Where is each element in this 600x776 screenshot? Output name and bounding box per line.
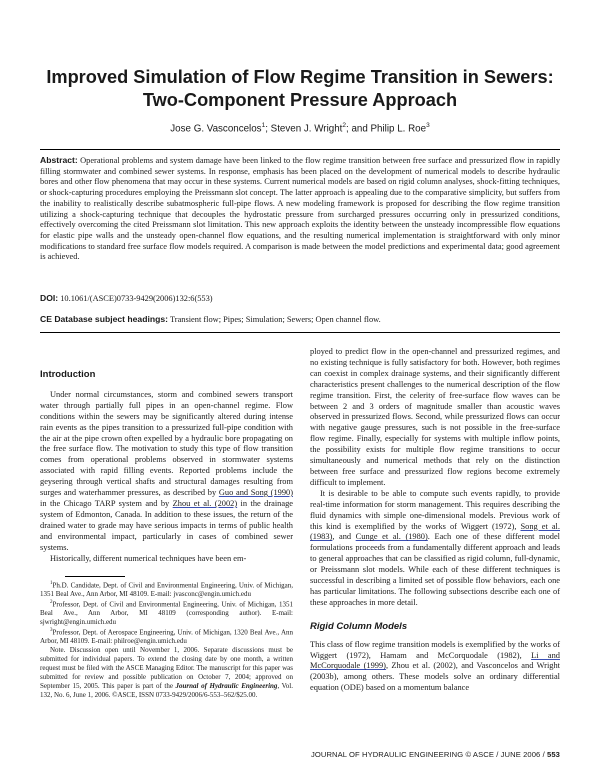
footnote-marker: 3 <box>50 628 53 634</box>
footnotes <box>40 580 293 700</box>
intro-paragraph: Historically, different numerical techniques have been em- <box>50 553 247 563</box>
author-affiliation-marker: 3 <box>426 122 430 129</box>
note-text: , Vol. 132, No. 6, June 1, 2006. ©ASCE, ISSN 0733-9429/2006/6-553–562/$25.00. <box>40 681 293 699</box>
author-affiliation-marker: 1 <box>261 122 266 129</box>
footnote-marker: 2 <box>50 600 53 606</box>
subject-headings-label: CE Database subject headings: <box>40 314 168 324</box>
paragraph-text: , Zhou et al. (2002), and Vasconcelos and Wright (2003b), among others. These models solve an ordinary differential equation (ODE) based on a momentum balance <box>310 661 560 693</box>
footnote-text: Ph.D. Candidate, Dept. of Civil and Environmental Engineering, Univ. of Michigan, 1351 Beal Ave., Ann Arbor, MI 48109. E-mail: jvasconc@engin.umich.edu <box>40 581 293 599</box>
journal-name: Journal of Hydraulic Engineering <box>175 681 278 690</box>
citation-link[interactable]: Guo and Song (1990) <box>218 488 293 498</box>
abstract-label: Abstract: <box>40 155 78 165</box>
left-column <box>40 370 293 564</box>
author-name: Philip L. Roe <box>370 123 427 135</box>
abstract <box>40 155 560 263</box>
paragraph-text: . Each one of these different model formulations proceeds from a fundamentally different approach and leads to general approaches that can be classified as rigid column, full-dynamic, or Preissmann slot models. While each of these different techniques is successful in describing a limited set of possible flow behaviors, each one has particular limitations. The following subsections describe each one of these approaches in more detail. <box>310 532 560 607</box>
paper-title: Improved Simulation of Flow Regime Transition in Sewers: Two-Component Pressure Approach <box>46 67 554 110</box>
note-text: Note. Discussion open until November 1, 2006. Separate discussions must be submitted for individual papers. To extend the closing date by one month, a written request must be filed with the ASCE Managing Editor. The manuscript for this paper was submitted for review and possible publication on October 7, 2004; approved on September 15, 2005. This paper is part of the <box>40 646 293 690</box>
doi-value[interactable]: 10.1061/(ASCE)0733-9429(2006)132:6(553) <box>60 294 213 303</box>
abstract-text: Operational problems and system damage have been linked to the flow regime transition between free surface and pressurized flow in rapidly filling stormwater and combined sewer systems. In response, emphasis has been placed on the development of numerical models to describe hydraulic bores and other flow phenomena that may occur in these systems. Current numerical models are based on rigid column analyses, shock-fitting techniques, or shock-capturing procedures employing the Preissmann slot concept. The latter approach is appealing due to the comparative simplicity, but suffers from the inability to realistically describe subatmospheric full-pipe flows. A new modeling framework is proposed for describing the flow regime transition utilizing a shock-capturing technique that decouples the hydrostatic pressure from surcharged pressures occurring only in pressurized conditions, effectively overcoming the cited Preissmann slot limitation. This new approach exploits the identity between the unsteady incompressible flow equations for elastic pipe walls and the unsteady open-channel flow equations, and the resulting numerical implementation is straightforward with only minor modifications to standard free surface flow models required. A comparison is made between the model predictions and experimental data; good agreement is achieved. <box>40 156 561 262</box>
citation-link[interactable]: Zhou et al. (2002) <box>172 498 238 508</box>
author-name: Steven J. Wright <box>270 123 343 135</box>
author-name: Jose G. Vasconcelos <box>170 123 262 135</box>
paragraph-text: , and <box>332 532 356 542</box>
paragraph-text: in the drainage system of Edmonton, Canada. In addition to these issues, the return of the drained water to grade may have serious impacts in terms of public health and environmental impact, particularly in cases of combined sewer systems. <box>40 498 293 552</box>
intro-paragraph <box>40 390 293 554</box>
paragraph-text: in the Chicago TARP system and by <box>40 498 173 508</box>
paragraph-text: This class of flow regime transition models is exemplified by the works of Wiggert (1972), Hamam and McCorquodale (1982), <box>310 639 560 660</box>
citation-link[interactable]: Song et al. (1983) <box>310 521 560 542</box>
author-list: Jose G. Vasconcelos$^1$; Steven J. Wright$^2$; and Philip L. Roe$^3$ <box>170 122 430 135</box>
page-number: 553 <box>547 750 560 759</box>
footnote <box>40 627 293 646</box>
footnote-divider <box>65 576 125 577</box>
subject-headings-value: Transient flow; Pipes; Simulation; Sewers; Open channel flow. <box>169 315 381 324</box>
section-heading-introduction: Introduction <box>40 369 96 380</box>
rigid-column-paragraph <box>310 640 560 695</box>
footer-journal: JOURNAL OF HYDRAULIC ENGINEERING © ASCE / JUNE 2006 / <box>310 750 548 759</box>
citation-link[interactable]: Li and McCorquodale (1999) <box>310 650 560 671</box>
footnote <box>40 580 293 599</box>
paragraph-text: It is desirable to be able to compute such events rapidly, to provide real-time information for storm management. This requires describing the fluid dynamics with simple one-dimensional models. Previous work of this kind is exemplified by the works of Wiggert (1972), <box>310 488 560 531</box>
footnote <box>40 599 293 627</box>
doi-label: DOI: <box>40 293 59 303</box>
right-column <box>310 347 560 694</box>
intro-paragraph-continued: ployed to predict flow in the open-channel and pressurized regimes, and no existing technique is fully satisfactory for both. However, both regimes can coexist in complex drainage systems, and their significantly different characteristics present challenges to the numerical description of the flow regime transition. First, the celerity of free-surface flow waves can be between 2 and 3 orders of magnitude smaller than acoustic waves observed in pressurized flows. Second, while pressurized flows can occur with negative gauge pressures, such is not possible in the free-surface flow regime. Finally, especially for systems with multiple inflow points, the possibility exists for multiple flow regime transitions to occur simultaneously and numerical methods that rely on the distinction between free surface and pressurized flow regions become extremely difficult to implement. <box>310 347 560 487</box>
subject-headings <box>40 314 560 324</box>
footnote-text: Professor, Dept. of Aerospace Engineering, Univ. of Michigan, 1320 Beal Ave., Ann Arbor, MI 48109. E-mail: philroe@engin.umich.edu <box>40 628 293 646</box>
citation-link[interactable]: Cunge et al. (1980) <box>355 532 428 542</box>
footnote-marker: 1 <box>50 581 53 586</box>
author-affiliation-marker: 2 <box>342 122 346 129</box>
doi-line <box>40 293 560 303</box>
paragraph-text: Under normal circumstances, storm and combined sewers transport water through partially full pipes in an open-channel regime. Flow conditions within the sewers may be significantly altered during intense rain events as the pipes transition to a pressurized full-pipe condition with the air at the pipe crown often expelled by a hydraulic bore propagating on the free surface flow. The motivation to study this type of flow transition comes from operational problems observed in stormwater systems associated with rapid filling events. Reported problems include the geysering through vertical shafts and structural damages resulting from surges and waterhammer pressures, as described by <box>40 389 293 498</box>
abstract-divider <box>40 332 560 333</box>
header-divider <box>40 149 560 150</box>
footnote-text: Professor, Dept. of Civil and Environmental Engineering, Univ. of Michigan, 1351 Beal Ave., Ann Arbor, MI 48109 (corresponding author). E-mail: sjwright@engin.umich.edu <box>40 600 293 627</box>
section-heading-rigid-column-models: Rigid Column Models <box>310 620 408 632</box>
page-footer <box>300 750 560 759</box>
discussion-note <box>40 646 293 699</box>
intro-paragraph <box>310 489 560 609</box>
